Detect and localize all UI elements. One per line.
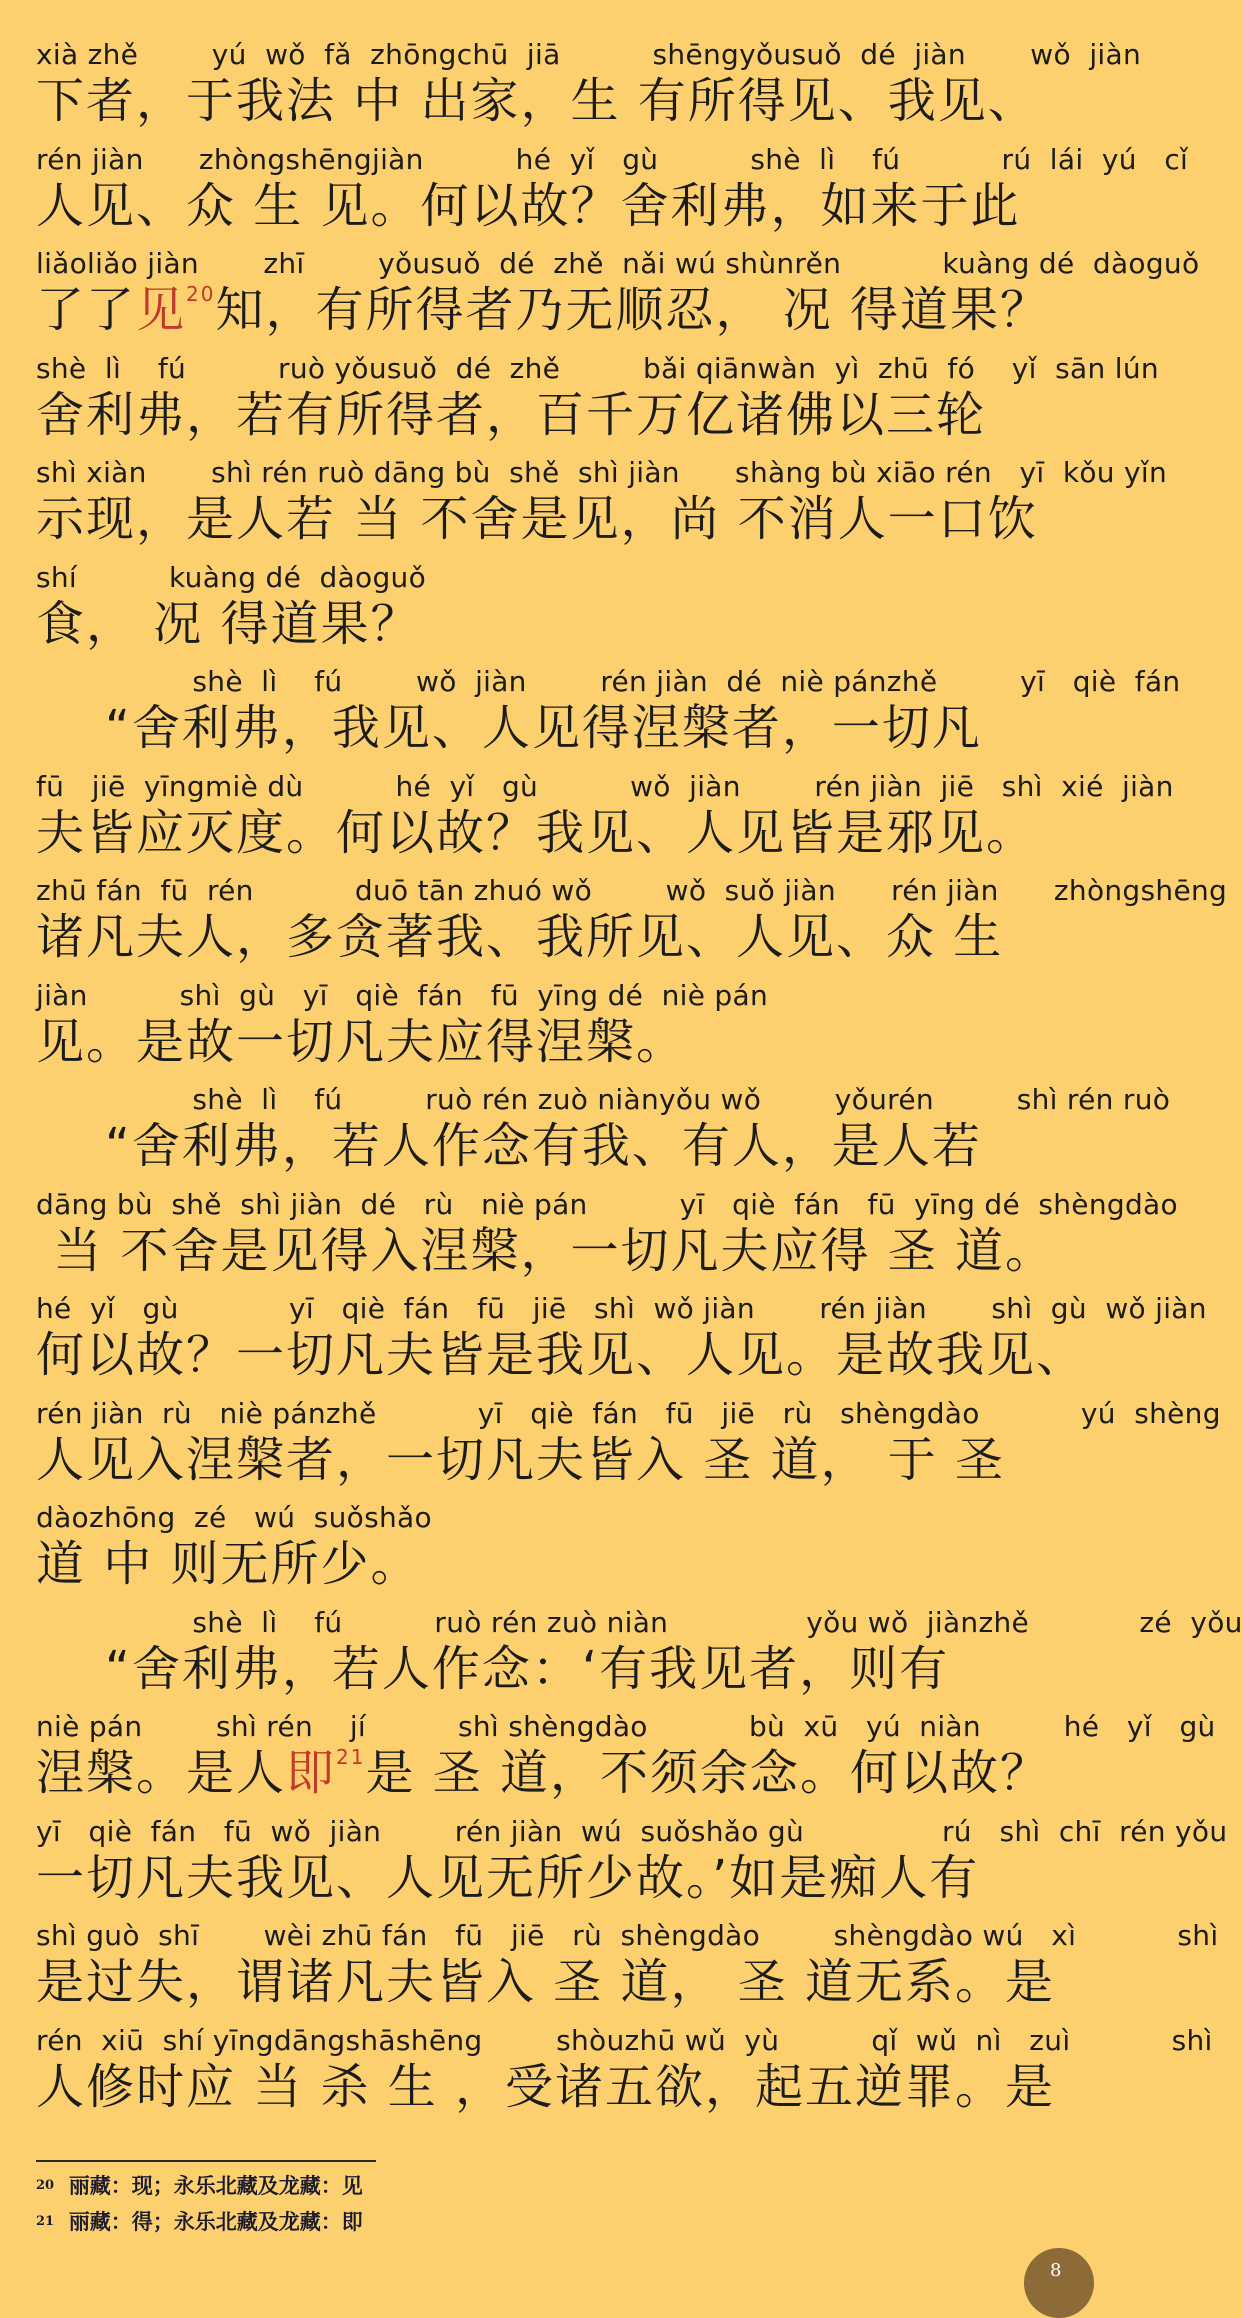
hanzi-line: 人修时应 当 杀 生 ，受诸五欲，起五逆罪。是 [36, 2058, 1056, 2115]
hanzi-line: 道 中 则无所少。 [36, 1536, 421, 1592]
hanzi-line [36, 1744, 1051, 1802]
hanzi-line [36, 281, 1051, 339]
hanzi-line: 一切凡夫我见、人见无所少故。’如是痴人有 [36, 1849, 980, 1906]
pinyin-line: fū jiē yīngmiè dù hé yǐ gù wǒ jiàn rén jiàn jiē shì xié jiàn [36, 769, 1174, 803]
pinyin-line: niè pán shì rén jí shì shèngdào bù xū yú niàn hé yǐ gù [36, 1710, 1216, 1743]
pinyin-line: rén jiàn rù niè pánzhě yī qiè fán fū jiē rù shèngdào yú shèng [36, 1396, 1221, 1430]
hanzi-line: 食， 况 得道果？ [36, 595, 421, 652]
verse-line [36, 247, 1200, 339]
verse-line [36, 561, 1046, 653]
verse-line [36, 142, 1189, 235]
verse-line [36, 456, 1168, 548]
pinyin-line: shè lì fú wǒ jiàn rén jiàn dé niè pánzhě yī qiè fán [36, 665, 1181, 698]
footnote-divider [36, 2160, 376, 2162]
pinyin-line: shì guò shī wèi zhū fán fū jiē rù shèngdào shèngdào wú xì shì [36, 1919, 1219, 1952]
variant-character: 即 [286, 1745, 337, 1801]
pinyin-line: shè lì fú ruò yǒusuǒ dé zhě bǎi qiānwàn yì zhū fó yǐ sān lún [36, 351, 1159, 385]
pinyin-line: rén xiū shí yīngdāngshāshēng shòuzhū wǔ yù qǐ wǔ nì zuì shì [36, 2023, 1213, 2057]
hanzi-line: 见。是故一切凡夫应得涅槃。 [36, 1013, 687, 1070]
verse-line [36, 1292, 1207, 1384]
verse-line [36, 1919, 1219, 2011]
pinyin-line: rén jiàn zhòngshēngjiàn hé yǐ gù shè lì fú rú lái yú cǐ [36, 142, 1189, 176]
hanzi-text: 知，有所得者乃无顺忍， 况 得道果？ [215, 282, 1051, 338]
hanzi-line: “舍利弗，我见、人见得涅槃者，一切凡 [36, 700, 982, 756]
hanzi-text: 是 圣 道，不须余念。何以故？ [365, 1745, 1051, 1801]
pinyin-line: hé yǐ gù yī qiè fán fū jiē shì wǒ jiàn rén jiàn shì gù wǒ jiàn [36, 1292, 1207, 1325]
verse-line [36, 351, 1159, 444]
footnote-20: $^{20}$ 丽藏：现；永乐北藏及龙藏：见 [36, 2173, 363, 2198]
hanzi-line: “舍利弗，若人作念：‘有我见者，则有 [36, 1640, 950, 1697]
verse-line [36, 1083, 1171, 1175]
verse-line [36, 1814, 1228, 1907]
verse-line [36, 1605, 1243, 1698]
pinyin-line: dāng bù shě shì jiàn dé rù niè pán yī qiè fán fū yīng dé shèngdào [36, 1187, 1178, 1221]
footnote-21: $^{21}$ 丽藏：得；永乐北藏及龙藏：即 [36, 2209, 363, 2234]
pinyin-line: yī qiè fán fū wǒ jiàn rén jiàn wú suǒshǎo gù rú shì chī rén yǒu [36, 1814, 1228, 1848]
verse-line [36, 1187, 1178, 1280]
hanzi-line: 人见入涅槃者，一切凡夫皆入 圣 道， 于 圣 [36, 1431, 1006, 1488]
pinyin-line: shè lì fú ruò rén zuò niàn yǒu wǒ jiànzhě zé yǒu [36, 1605, 1243, 1639]
hanzi-line: 示现，是人若 当 不舍是见，尚 不消人一口饮 [36, 491, 1038, 547]
variant-character: 见 [136, 282, 187, 338]
hanzi-line: “舍利弗，若人作念有我、有人，是人若 [36, 1118, 982, 1174]
pinyin-line: shè lì fú ruò rén zuò niànyǒu wǒ yǒurén shì rén ruò [36, 1083, 1171, 1116]
verse-line [36, 1501, 1046, 1593]
hanzi-line: 下者，于我法 中 出家，生 有所得见、我见、 [36, 73, 1038, 129]
footnote-marker[interactable]: 20 [186, 282, 216, 306]
verse-line [36, 1396, 1221, 1489]
hanzi-text: 了了 [36, 282, 137, 338]
verse-line [36, 2023, 1213, 2116]
verse-line [36, 665, 1181, 757]
page-number-badge: 8 [1024, 2248, 1094, 2318]
pinyin-line: shì xiàn shì rén ruò dāng bù shě shì jiàn shàng bù xiāo rén yī kǒu yǐn [36, 456, 1168, 489]
pinyin-line: dàozhōng zé wú suǒshǎo [36, 1501, 432, 1534]
pinyin-line: liǎoliǎo jiàn zhī yǒusuǒ dé zhě nǎi wú shùnrěn kuàng dé dàoguǒ [36, 247, 1200, 280]
verse-line [36, 38, 1142, 130]
verse-line [36, 874, 1228, 966]
hanzi-line: 当 不舍是见得入涅槃，一切凡夫应得 圣 道。 [36, 1222, 1056, 1279]
verse-line [36, 979, 1046, 1071]
hanzi-line: 舍利弗，若有所得者，百千万亿诸佛以三轮 [36, 386, 987, 443]
verse-line [36, 1710, 1216, 1802]
hanzi-line: 人见、众 生 见。何以故？舍利弗，如来于此 [36, 177, 1021, 234]
hanzi-text: 涅槃。是人 [36, 1745, 287, 1801]
hanzi-line: 诸凡夫人，多贪著我、我所见、人见、众 生 [36, 909, 1004, 965]
footnote-marker[interactable]: 21 [336, 1745, 366, 1769]
hanzi-line: 是过失，谓诸凡夫皆入 圣 道， 圣 道无系。是 [36, 1954, 1056, 2010]
pinyin-line: zhū fán fū rén duō tān zhuó wǒ wǒ suǒ jiàn rén jiàn zhòngshēng [36, 874, 1228, 907]
pinyin-line: jiàn shì gù yī qiè fán fū yīng dé niè pán [36, 978, 768, 1012]
pinyin-line: shí kuàng dé dàoguǒ [36, 560, 427, 594]
pinyin-line: xià zhě yú wǒ fǎ zhōngchū jiā shēngyǒusuǒ dé jiàn wǒ jiàn [36, 38, 1142, 71]
verse-line [36, 769, 1174, 862]
hanzi-line: 何以故？一切凡夫皆是我见、人见。是故我见、 [36, 1327, 1087, 1383]
hanzi-line: 夫皆应灭度。何以故？我见、人见皆是邪见。 [36, 804, 1037, 861]
